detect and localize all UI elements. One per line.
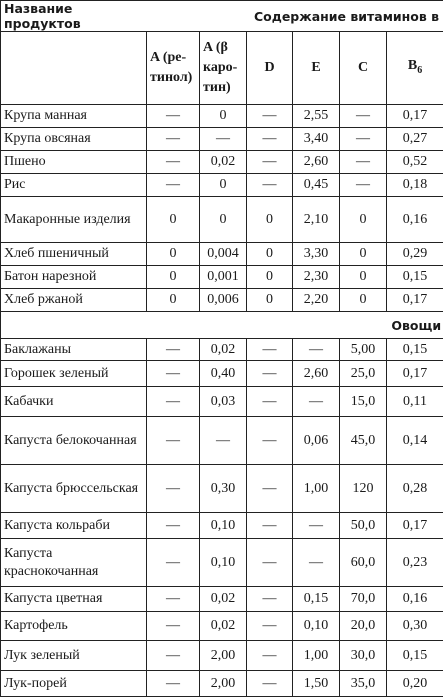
e-value: 3,30: [293, 243, 340, 266]
d-value: —: [247, 641, 293, 671]
a-retinol-value: —: [147, 339, 200, 361]
e-value: 1,50: [293, 671, 340, 697]
a-beta-value: 2,00: [200, 671, 247, 697]
col-header-c: C: [340, 32, 387, 105]
d-value: —: [247, 612, 293, 641]
e-value: 2,10: [293, 197, 340, 243]
b6-value: 0,15: [387, 339, 443, 361]
product-name: Капуста краснокочанная: [1, 539, 147, 587]
a-beta-value: 0: [200, 197, 247, 243]
product-name: Капуста кольраби: [1, 513, 147, 539]
e-value: 0,06: [293, 417, 340, 465]
table-row: [1, 243, 443, 266]
d-value: —: [247, 128, 293, 151]
a-beta-value: —: [200, 128, 247, 151]
a-beta-value: 0,10: [200, 513, 247, 539]
c-value: 30,0: [340, 641, 387, 671]
c-value: 5,00: [340, 339, 387, 361]
d-value: —: [247, 587, 293, 612]
col-header-d: D: [247, 32, 293, 105]
product-name: Лук-порей: [1, 671, 147, 697]
c-value: 20,0: [340, 612, 387, 641]
product-name: Крупа манная: [1, 105, 147, 128]
section-title: Овощи: [1, 312, 443, 339]
d-value: —: [247, 151, 293, 174]
product-column-header: Название продуктов: [1, 1, 147, 32]
a-retinol-value: 0: [147, 243, 200, 266]
d-value: —: [247, 671, 293, 697]
a-beta-value: 0,03: [200, 387, 247, 417]
c-value: —: [340, 174, 387, 197]
e-value: 2,20: [293, 289, 340, 312]
c-value: 60,0: [340, 539, 387, 587]
d-value: —: [247, 539, 293, 587]
b6-value: 0,16: [387, 587, 443, 612]
a-retinol-value: —: [147, 361, 200, 387]
col-header-a-retinol: [147, 32, 200, 105]
a-retinol-value: 0: [147, 197, 200, 243]
col-header-b6-letter: B: [408, 58, 417, 73]
e-value: 3,40: [293, 128, 340, 151]
table-row: [1, 513, 443, 539]
product-name: Хлеб пшеничный: [1, 243, 147, 266]
e-value: —: [293, 339, 340, 361]
a-beta-value: 0,10: [200, 539, 247, 587]
c-value: 0: [340, 197, 387, 243]
product-name: Капуста цветная: [1, 587, 147, 612]
b6-value: 0,17: [387, 289, 443, 312]
a-beta-value: 0,001: [200, 266, 247, 289]
a-retinol-value: 0: [147, 289, 200, 312]
a-beta-value: 2,00: [200, 641, 247, 671]
a-retinol-value: —: [147, 105, 200, 128]
c-value: —: [340, 128, 387, 151]
a-retinol-value: —: [147, 513, 200, 539]
e-value: —: [293, 539, 340, 587]
a-beta-value: 0: [200, 105, 247, 128]
a-retinol-value: —: [147, 387, 200, 417]
col-header-a-retinol-line2: тинол): [150, 70, 192, 85]
product-name: Батон нарезной: [1, 266, 147, 289]
table-row: [1, 641, 443, 671]
table-row: [1, 417, 443, 465]
a-retinol-value: —: [147, 151, 200, 174]
a-retinol-value: 0: [147, 266, 200, 289]
e-value: 0,10: [293, 612, 340, 641]
b6-value: 0,17: [387, 105, 443, 128]
product-name: Картофель: [1, 612, 147, 641]
col-header-b6: [387, 32, 443, 105]
table-row: [1, 105, 443, 128]
product-name: Крупа овсяная: [1, 128, 147, 151]
c-value: 45,0: [340, 417, 387, 465]
a-retinol-value: —: [147, 612, 200, 641]
e-value: 2,55: [293, 105, 340, 128]
b6-value: 0,14: [387, 417, 443, 465]
d-value: 0: [247, 266, 293, 289]
c-value: —: [340, 151, 387, 174]
a-beta-value: 0,02: [200, 151, 247, 174]
d-value: —: [247, 361, 293, 387]
col-header-a-beta-line3: тин): [203, 80, 231, 95]
table-row: [1, 361, 443, 387]
c-value: 70,0: [340, 587, 387, 612]
product-name: Горошек зеленый: [1, 361, 147, 387]
c-value: 120: [340, 465, 387, 513]
table-row: [1, 128, 443, 151]
product-name: Капуста белокочанная: [1, 417, 147, 465]
col-header-a-beta-line1: A (β: [203, 40, 228, 55]
c-value: 0: [340, 243, 387, 266]
table-row: [1, 671, 443, 697]
a-beta-value: 0,02: [200, 612, 247, 641]
b6-value: 0,17: [387, 513, 443, 539]
table-row: [1, 612, 443, 641]
product-subheader-empty: [1, 32, 147, 105]
product-name: Баклажаны: [1, 339, 147, 361]
b6-value: 0,30: [387, 612, 443, 641]
table-body: [1, 105, 443, 697]
b6-value: 0,20: [387, 671, 443, 697]
c-value: 0: [340, 289, 387, 312]
a-beta-value: —: [200, 417, 247, 465]
d-value: —: [247, 105, 293, 128]
c-value: 15,0: [340, 387, 387, 417]
a-retinol-value: —: [147, 671, 200, 697]
b6-value: 0,29: [387, 243, 443, 266]
product-name: Пшено: [1, 151, 147, 174]
c-value: 0: [340, 266, 387, 289]
b6-value: 0,15: [387, 266, 443, 289]
a-beta-value: 0,30: [200, 465, 247, 513]
header-row-vitamins: [1, 32, 443, 105]
vitamins-column-header: Содержание витаминов в: [147, 1, 443, 32]
table-row: [1, 151, 443, 174]
table-row: [1, 266, 443, 289]
a-retinol-value: —: [147, 587, 200, 612]
table-row: [1, 465, 443, 513]
col-header-a-beta-carotene: [200, 32, 247, 105]
e-value: 1,00: [293, 641, 340, 671]
col-header-b6-subscript: 6: [417, 64, 422, 75]
product-name: Кабачки: [1, 387, 147, 417]
c-value: 50,0: [340, 513, 387, 539]
a-retinol-value: —: [147, 174, 200, 197]
e-value: 2,60: [293, 151, 340, 174]
table-row: [1, 339, 443, 361]
table-row: [1, 197, 443, 243]
d-value: 0: [247, 289, 293, 312]
d-value: 0: [247, 197, 293, 243]
d-value: —: [247, 387, 293, 417]
product-name: Рис: [1, 174, 147, 197]
section-header-row: [1, 312, 443, 339]
d-value: —: [247, 174, 293, 197]
table-row: [1, 539, 443, 587]
table-row: [1, 289, 443, 312]
a-retinol-value: —: [147, 128, 200, 151]
a-beta-value: 0: [200, 174, 247, 197]
b6-value: 0,17: [387, 361, 443, 387]
c-value: 25,0: [340, 361, 387, 387]
e-value: 2,60: [293, 361, 340, 387]
a-beta-value: 0,004: [200, 243, 247, 266]
b6-value: 0,28: [387, 465, 443, 513]
a-beta-value: 0,006: [200, 289, 247, 312]
col-header-a-retinol-line1: A (ре-: [150, 50, 186, 65]
a-beta-value: 0,02: [200, 339, 247, 361]
a-beta-value: 0,02: [200, 587, 247, 612]
a-retinol-value: —: [147, 465, 200, 513]
a-retinol-value: —: [147, 417, 200, 465]
c-value: 35,0: [340, 671, 387, 697]
table-row: [1, 174, 443, 197]
d-value: —: [247, 465, 293, 513]
e-value: 1,00: [293, 465, 340, 513]
col-header-e: E: [293, 32, 340, 105]
e-value: —: [293, 513, 340, 539]
a-retinol-value: —: [147, 539, 200, 587]
d-value: —: [247, 417, 293, 465]
a-retinol-value: —: [147, 641, 200, 671]
b6-value: 0,15: [387, 641, 443, 671]
b6-value: 0,52: [387, 151, 443, 174]
col-header-a-beta-line2: каро-: [203, 60, 237, 75]
b6-value: 0,23: [387, 539, 443, 587]
product-name: Лук зеленый: [1, 641, 147, 671]
e-value: 2,30: [293, 266, 340, 289]
c-value: —: [340, 105, 387, 128]
table-row: [1, 587, 443, 612]
a-beta-value: 0,40: [200, 361, 247, 387]
header-row-top: [1, 1, 443, 32]
e-value: 0,45: [293, 174, 340, 197]
product-name: Капуста брюссельская: [1, 465, 147, 513]
e-value: —: [293, 387, 340, 417]
product-name: Хлеб ржаной: [1, 289, 147, 312]
table-row: [1, 387, 443, 417]
d-value: 0: [247, 243, 293, 266]
d-value: —: [247, 339, 293, 361]
e-value: 0,15: [293, 587, 340, 612]
b6-value: 0,27: [387, 128, 443, 151]
product-name: Макаронные изделия: [1, 197, 147, 243]
b6-value: 0,16: [387, 197, 443, 243]
b6-value: 0,18: [387, 174, 443, 197]
d-value: —: [247, 513, 293, 539]
b6-value: 0,11: [387, 387, 443, 417]
